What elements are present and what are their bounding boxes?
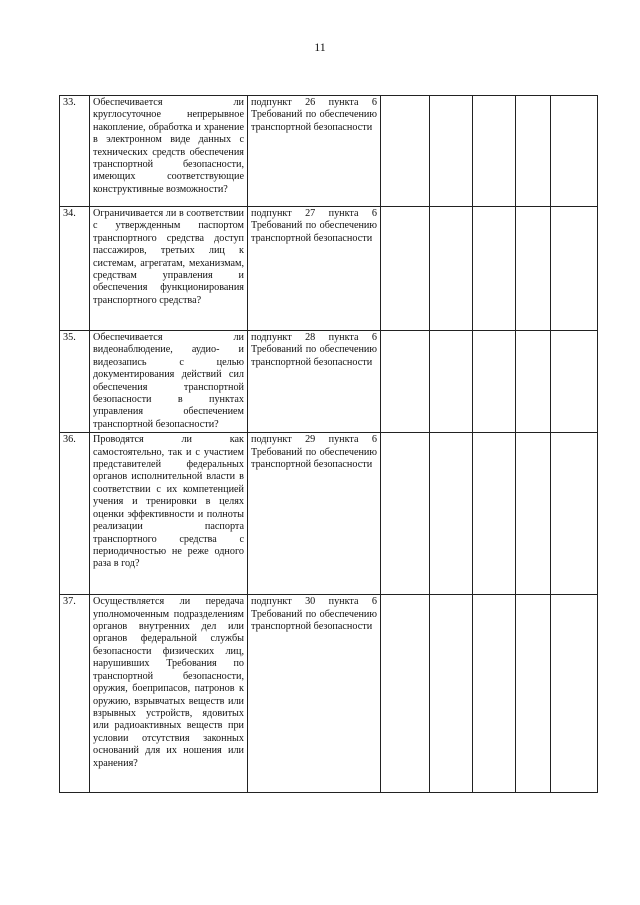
answer-cell xyxy=(516,433,551,595)
legal-reference: подпункт 27 пункта 6 Требований по обеспечению транспортной безопасности xyxy=(248,207,381,331)
answer-cell xyxy=(516,96,551,207)
answer-cell xyxy=(516,595,551,793)
row-number: 35. xyxy=(60,331,90,433)
answer-cell xyxy=(381,595,430,793)
table-row xyxy=(60,433,598,595)
question-text: Обеспечивается ли круглосуточное непрерывное накопление, обработка и хранение в электронном виде данных с технических средств обеспечения транспортной безопасности, имеющих соответствующие конструктивные возможности? xyxy=(90,96,248,207)
answer-cell xyxy=(381,331,430,433)
table-row xyxy=(60,207,598,331)
checklist-table xyxy=(59,95,598,793)
question-text: Обеспечивается ли видеонаблюдение, аудио- и видеозапись с целью документирования действий сил обеспечения транспортной безопасности в пунктах управления обеспечением транспортной безопасности? xyxy=(90,331,248,433)
answer-cell xyxy=(381,96,430,207)
answer-cell xyxy=(551,207,598,331)
question-text: Осуществляется ли передача уполномоченным подразделениям органов внутренних дел или органов федеральной службы безопасности физических лиц, нарушивших Требования по транспортной безопасности, оружия, боеприпасов, патронов к оружию, взрывчатых веществ или взрывных устройств, ядовитых или радиоактивных веществ при условии отсутствия законных оснований для их ношения или хранения? xyxy=(90,595,248,793)
answer-cell xyxy=(473,96,516,207)
legal-reference: подпункт 30 пункта 6 Требований по обеспечению транспортной безопасности xyxy=(248,595,381,793)
table-row xyxy=(60,595,598,793)
legal-reference: подпункт 28 пункта 6 Требований по обеспечению транспортной безопасности xyxy=(248,331,381,433)
row-number: 36. xyxy=(60,433,90,595)
answer-cell xyxy=(473,595,516,793)
answer-cell xyxy=(516,331,551,433)
answer-cell xyxy=(381,433,430,595)
answer-cell xyxy=(430,433,473,595)
answer-cell xyxy=(381,207,430,331)
answer-cell xyxy=(430,331,473,433)
answer-cell xyxy=(551,433,598,595)
answer-cell xyxy=(473,207,516,331)
answer-cell xyxy=(551,96,598,207)
row-number: 34. xyxy=(60,207,90,331)
legal-reference: подпункт 29 пункта 6 Требований по обеспечению транспортной безопасности xyxy=(248,433,381,595)
page-number: 11 xyxy=(314,40,326,54)
row-number: 37. xyxy=(60,595,90,793)
answer-cell xyxy=(430,207,473,331)
answer-cell xyxy=(473,433,516,595)
answer-cell xyxy=(551,595,598,793)
answer-cell xyxy=(430,96,473,207)
answer-cell xyxy=(551,331,598,433)
question-text: Ограничивается ли в соответствии с утвержденным паспортом транспортного средства доступ пассажиров, третьих лиц к системам, агрегатам, механизмам, средствам управления и обеспечения функционирования транспортного средства? xyxy=(90,207,248,331)
table-row xyxy=(60,331,598,433)
question-text: Проводятся ли как самостоятельно, так и с участием представителей федеральных органов исполнительной власти в соответствии с их компетенцией учения и тренировки в целях оценки эффективности и полноты реализации паспорта транспортного средства с периодичностью не реже одного раза в год? xyxy=(90,433,248,595)
table-row xyxy=(60,96,598,207)
row-number: 33. xyxy=(60,96,90,207)
answer-cell xyxy=(430,595,473,793)
answer-cell xyxy=(473,331,516,433)
legal-reference: подпункт 26 пункта 6 Требований по обеспечению транспортной безопасности xyxy=(248,96,381,207)
answer-cell xyxy=(516,207,551,331)
